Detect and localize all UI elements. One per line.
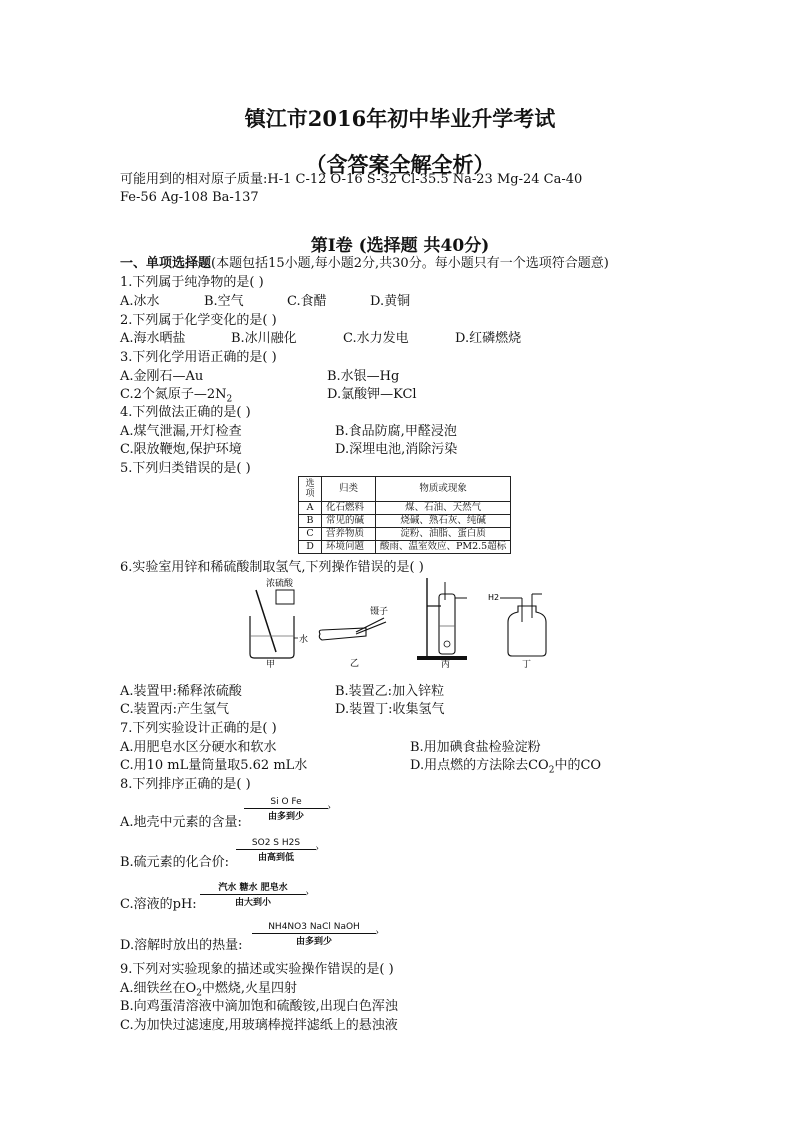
q2-option-a: A.海水晒盐 <box>120 331 186 346</box>
q7-option-d-text: D.用点燃的方法除去CO <box>410 758 549 773</box>
arrow-line <box>244 803 331 813</box>
label-yi: 乙 <box>350 659 360 668</box>
section-instruction-bold: 一、单项选择题 <box>120 256 212 271</box>
q1-option-b: B.空气 <box>204 294 244 309</box>
apparatus-ding-figure <box>486 588 556 668</box>
label-water: 水 <box>299 635 309 645</box>
table-cell-option: C <box>299 528 322 541</box>
exam-subtitle: （含答案全解全析） <box>305 152 495 177</box>
q8-stem: 8.下列排序正确的是( ) <box>120 777 251 792</box>
q8-option-c-arrow <box>200 880 309 908</box>
q2-option-c: C.水力发电 <box>343 331 409 346</box>
q8-option-d-arrow <box>252 922 379 947</box>
q7-stem: 7.下列实验设计正确的是( ) <box>120 721 277 736</box>
q8-option-a-arrow <box>244 797 331 822</box>
q1-option-c: C.食醋 <box>287 294 327 309</box>
arrow-bottom-text: 由多到少 <box>295 937 332 947</box>
table-row <box>299 528 511 541</box>
section-instruction-rest: (本题包括15小题,每小题2分,共30分。每小题只有一个选项符合题意) <box>211 256 609 271</box>
arrow-line <box>236 844 319 854</box>
q8-option-a-label: A.地壳中元素的含量: <box>120 815 242 830</box>
q4-option-b: B.食品防腐,甲醛浸泡 <box>335 424 457 439</box>
label-h2: H2 <box>488 593 500 602</box>
arrow-line <box>200 889 309 899</box>
arrow-head-icon: › <box>327 803 331 813</box>
q8-option-d-label: D.溶解时放出的热量: <box>120 938 243 953</box>
label-jia: 甲 <box>266 660 276 668</box>
q4-stem: 4.下列做法正确的是( ) <box>120 405 251 420</box>
q3-option-c-sub: 2 <box>226 394 233 405</box>
table-cell-class: 化石燃料 <box>322 502 376 515</box>
q9-option-a-text: A.细铁丝在O <box>120 981 197 996</box>
arrow-top-text: Si O Fe <box>270 797 302 807</box>
glass-rod <box>256 590 276 652</box>
table-cell-option: D <box>299 541 322 554</box>
table-row <box>299 541 511 554</box>
table-header-item: 物质或现象 <box>376 477 511 502</box>
q2-stem: 2.下列属于化学变化的是( ) <box>120 313 277 328</box>
table-header-row <box>299 477 511 502</box>
atomic-mass-line1: 可能用到的相对原子质量:H-1 C-12 O-16 S-32 Cl-35.5 Na-23 Mg-24 Ca-40 <box>120 172 583 187</box>
arrow-head-icon: › <box>375 928 379 938</box>
q9-option-b: B.向鸡蛋清溶液中滴加饱和硫酸铵,出现白色浑浊 <box>120 999 398 1014</box>
q3-stem: 3.下列化学用语正确的是( ) <box>120 350 277 365</box>
section-title: 第Ⅰ卷 (选择题 共40分) <box>310 236 490 256</box>
arrow-top-text: NH4NO3 NaCl NaOH <box>268 922 360 932</box>
label-bing: 丙 <box>441 660 451 668</box>
q2-option-b: B.冰川融化 <box>231 331 297 346</box>
table-cell-option: B <box>299 515 322 528</box>
table-header-option: 选项 <box>299 477 322 502</box>
apparatus-jia-figure <box>238 576 318 668</box>
section-instruction <box>120 256 609 272</box>
table-header-class: 归类 <box>322 477 376 502</box>
q6-option-d: D.装置丁:收集氢气 <box>335 702 445 717</box>
table-cell-class: 营养物质 <box>322 528 376 541</box>
q3-option-c-text: C.2个氮原子—2N <box>120 387 227 402</box>
test-tube <box>319 628 366 640</box>
label-conc-acid: 浓硫酸 <box>266 579 294 589</box>
q2-option-d: D.红磷燃烧 <box>455 331 522 346</box>
table-cell-item: 酸雨、温室效应、PM2.5超标 <box>376 541 511 554</box>
apparatus-bing-figure <box>415 576 471 668</box>
arrow-bottom-text: 由多到少 <box>267 812 304 822</box>
q1-stem: 1.下列属于纯净物的是( ) <box>120 275 264 290</box>
arrow-line <box>252 928 379 938</box>
reaction-vessel <box>439 594 455 654</box>
table-cell-class: 环境问题 <box>322 541 376 554</box>
q8-option-c-label: C.溶液的pH: <box>120 897 197 912</box>
q9-option-a-sub: 2 <box>196 988 202 999</box>
exam-title: 镇江市2016年初中毕业升学考试 <box>244 106 556 131</box>
q1-option-d: D.黄铜 <box>370 294 411 309</box>
arrow-bottom-text: 由高到低 <box>257 853 294 863</box>
q7-option-c: C.用10 mL量筒量取5.62 mL水 <box>120 758 308 773</box>
q3-option-b: B.水银—Hg <box>327 369 400 384</box>
arrow-head-icon: › <box>305 889 309 899</box>
q5-stem: 5.下列归类错误的是( ) <box>120 461 251 476</box>
table-row <box>299 502 511 515</box>
arrow-top-text: 汽水 糖水 肥皂水 <box>218 883 288 893</box>
q5-classification-table <box>298 476 511 554</box>
q7-option-d <box>410 758 601 779</box>
acid-bottle <box>276 590 294 604</box>
q4-option-d: D.深埋电池,消除污染 <box>335 442 458 457</box>
q8-option-b-arrow <box>236 838 319 863</box>
q4-option-c: C.限放鞭炮,保护环境 <box>120 442 242 457</box>
arrow-top-text: SO2 S H2S <box>251 838 301 848</box>
arrow-bottom-text: 由大到小 <box>234 898 271 908</box>
table-cell-item: 烧碱、熟石灰、纯碱 <box>376 515 511 528</box>
q9-option-a-tail: 中燃烧,火星四射 <box>201 981 298 996</box>
q6-option-c: C.装置丙:产生氢气 <box>120 702 229 717</box>
q1-option-a: A.冰水 <box>120 294 160 309</box>
q3-option-d: D.氯酸钾—KCl <box>327 387 417 402</box>
zinc-granule <box>444 641 450 647</box>
gas-bottle <box>508 606 546 656</box>
table-cell-option: A <box>299 502 322 515</box>
q3-option-a: A.金刚石—Au <box>120 369 204 384</box>
q6-stem: 6.实验室用锌和稀硫酸制取氢气,下列操作错误的是( ) <box>120 560 424 575</box>
beaker <box>250 616 294 658</box>
label-tweezers: 镊子 <box>370 607 389 617</box>
q7-option-b: B.用加碘食盐检验淀粉 <box>410 740 541 755</box>
q6-option-b: B.装置乙:加入锌粒 <box>335 684 445 699</box>
label-ding: 丁 <box>522 660 532 668</box>
q7-option-d-sub: 2 <box>548 765 555 776</box>
table-cell-item: 煤、石油、天然气 <box>376 502 511 515</box>
table-cell-item: 淀粉、油脂、蛋白质 <box>376 528 511 541</box>
q6-option-a: A.装置甲:稀释浓硫酸 <box>120 684 242 699</box>
atomic-mass-line2: Fe-56 Ag-108 Ba-137 <box>120 190 259 205</box>
q9-option-c: C.为加快过滤速度,用玻璃棒搅拌滤纸上的悬浊液 <box>120 1018 398 1033</box>
arrow-head-icon: › <box>315 844 319 854</box>
table-row <box>299 515 511 528</box>
q7-option-d-tail: 中的CO <box>554 758 602 773</box>
q7-option-a: A.用肥皂水区分硬水和软水 <box>120 740 277 755</box>
apparatus-yi-figure <box>316 600 408 668</box>
table-cell-class: 常见的碱 <box>322 515 376 528</box>
q4-option-a: A.煤气泄漏,开灯检查 <box>120 424 242 439</box>
q8-option-b-label: B.硫元素的化合价: <box>120 855 230 870</box>
q9-stem: 9.下列对实验现象的描述或实验操作错误的是( ) <box>120 962 394 977</box>
